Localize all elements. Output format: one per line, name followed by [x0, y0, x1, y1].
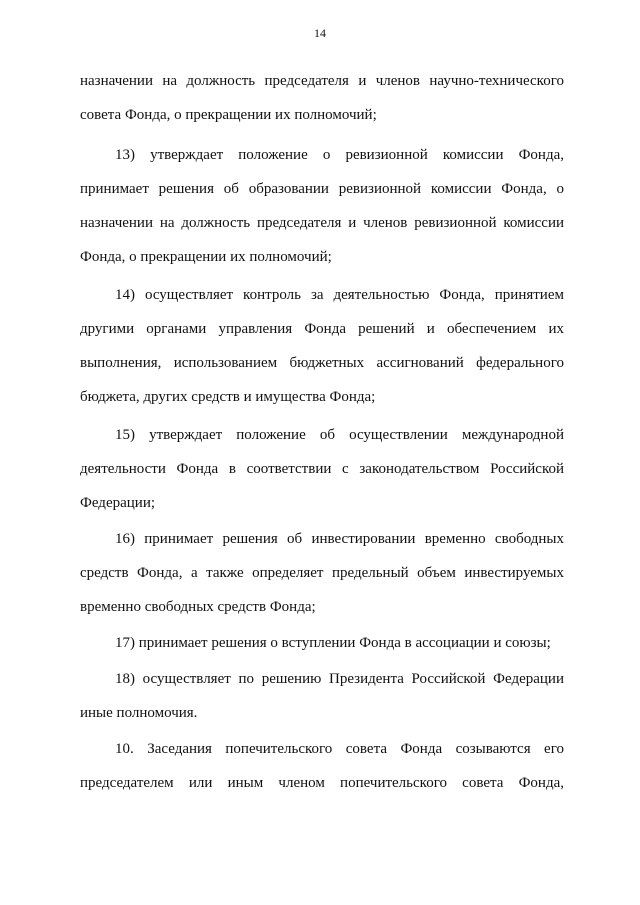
text-line: 14) осуществляет контроль за деятельностью Фонда, принятием	[115, 287, 564, 303]
page-number: 14	[314, 26, 326, 40]
text-line: иные полномочия.	[80, 705, 198, 721]
text-line: средств Фонда, а также определяет предельный объем инвестируемых	[80, 565, 564, 581]
text-line: принимает решения об образовании ревизионной комиссии Фонда, о	[80, 181, 564, 197]
text-line: 18) осуществляет по решению Президента Российской Федерации	[115, 671, 564, 687]
text-line: 10. Заседания попечительского совета Фонда созываются его	[115, 741, 564, 757]
text-line: совета Фонда, о прекращении их полномочий;	[80, 107, 377, 123]
text-line: 15) утверждает положение об осуществлении международной	[115, 427, 564, 443]
text-line: бюджета, других средств и имущества Фонда;	[80, 389, 376, 405]
text-line: временно свободных средств Фонда;	[80, 599, 316, 615]
text-line: выполнения, использованием бюджетных ассигнований федерального	[80, 355, 564, 371]
text-line: 16) принимает решения об инвестировании временно свободных	[115, 531, 564, 547]
text-line: Фонда, о прекращении их полномочий;	[80, 249, 332, 265]
text-line: председателем или иным членом попечительского совета Фонда,	[80, 775, 564, 791]
text-line: назначении на должность председателя и членов научно-технического	[80, 73, 564, 89]
text-line: назначении на должность председателя и членов ревизионной комиссии	[80, 215, 564, 231]
text-line: 17) принимает решения о вступлении Фонда в ассоциации и союзы;	[115, 635, 551, 651]
text-line: Федерации;	[80, 495, 156, 511]
text-line: другими органами управления Фонда решений и обеспечением их	[80, 321, 564, 337]
text-line: деятельности Фонда в соответствии с законодательством Российской	[80, 461, 564, 477]
text-line: 13) утверждает положение о ревизионной комиссии Фонда,	[115, 147, 564, 163]
